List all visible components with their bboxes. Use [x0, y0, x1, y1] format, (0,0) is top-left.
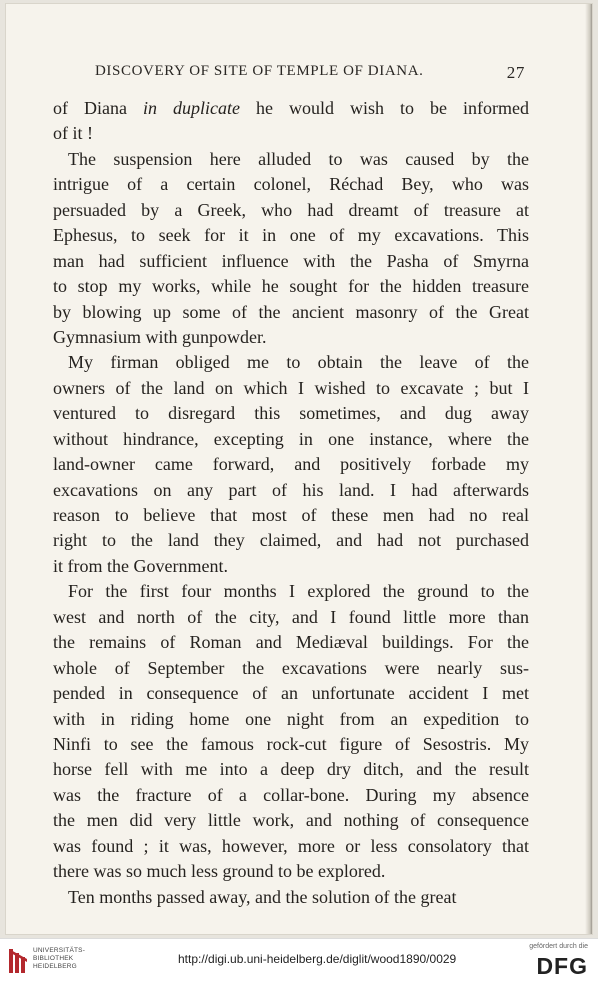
text-line: horse fell with me into a deep dry ditch, and the result: [53, 759, 529, 780]
text-line: Gymnasium with gunpowder.: [53, 326, 267, 347]
text-line: For the first four months I explored the ground to the: [68, 581, 529, 602]
running-head-title: DISCOVERY OF SITE OF TEMPLE OF DIANA.: [95, 63, 424, 79]
text-line: to stop my works, while he sought for the hidden treasure: [53, 276, 529, 297]
text-line: Ten months passed away, and the solution of the great: [68, 886, 457, 907]
page-edge-shadow: [585, 4, 592, 934]
text-line: man had sufficient influence with the Pasha of Smyrna: [53, 250, 529, 271]
text-line: by blowing up some of the ancient masonry of the Great: [53, 301, 529, 322]
library-name-line: UNIVERSITÄTS-: [33, 947, 86, 954]
university-library-logo-icon: [8, 947, 30, 975]
text-line: of it !: [53, 123, 93, 144]
text-line: it from the Government.: [53, 555, 228, 576]
text-line: the remains of Roman and Mediæval buildings. For the: [53, 632, 529, 653]
text-line: owners of the land on which I wished to excavate ; but I: [53, 377, 529, 398]
text-line: reason to believe that most of these men had no real: [53, 505, 529, 525]
text-line: there was so much less ground to be explored.: [53, 861, 386, 882]
text-line: intrigue of a certain colonel, Réchad Bey, who was: [53, 174, 529, 195]
text-line: was found ; it was, however, more or less consolatory that: [53, 835, 529, 856]
text-line: persuaded by a Greek, who had dreamt of treasure at: [53, 199, 529, 220]
text-line: ventured to disregard this sometimes, and dug away: [53, 403, 529, 424]
text-line: [53, 96, 529, 121]
text-line: right to the land they claimed, and had not purchased: [53, 530, 529, 551]
text-span: of Diana: [53, 98, 143, 118]
text-line: whole of September the excavations were nearly sus-: [53, 657, 529, 678]
text-line: was the fracture of a collar-bone. During my absence: [53, 784, 529, 805]
viewer-footer: [0, 938, 598, 983]
text-line: pended in consequence of an unfortunate accident I met: [53, 683, 529, 704]
running-header: [95, 63, 525, 87]
text-line: without hindrance, excepting in one instance, where the: [53, 428, 529, 449]
library-name-line: BIBLIOTHEK: [33, 955, 74, 962]
text-line: excavations on any part of his land. I had afterwards: [53, 479, 529, 500]
text-line: My firman obliged me to obtain the leave of the: [68, 352, 529, 373]
page-number: 27: [506, 63, 525, 82]
book-page: [6, 4, 592, 934]
funder-caption: gefördert durch die: [529, 943, 588, 950]
library-name-line: HEIDELBERG: [33, 963, 77, 970]
body-text: [53, 96, 529, 910]
dfg-logo: DFG: [536, 953, 588, 979]
permalink-url[interactable]: http://digi.ub.uni-heidelberg.de/diglit/wood1890/0029: [178, 952, 457, 966]
text-line: west and north of the city, and I found little more than: [53, 606, 529, 627]
italic-phrase: in duplicate: [143, 98, 240, 118]
library-name: [33, 947, 85, 971]
text-line: the men did very little work, and nothing of consequence: [53, 810, 529, 831]
text-line: Ephesus, to seek for it in one of my excavations. This: [53, 225, 529, 246]
text-line: Ninfi to see the famous rock-cut figure of Sesostris. My: [53, 733, 529, 754]
text-line: land-owner came forward, and positively forbade my: [53, 454, 529, 475]
text-line: with in riding home one night from an expedition to: [53, 708, 529, 729]
text-span: he would wish to be informed: [240, 98, 529, 118]
text-line: The suspension here alluded to was caused by the: [68, 148, 529, 169]
